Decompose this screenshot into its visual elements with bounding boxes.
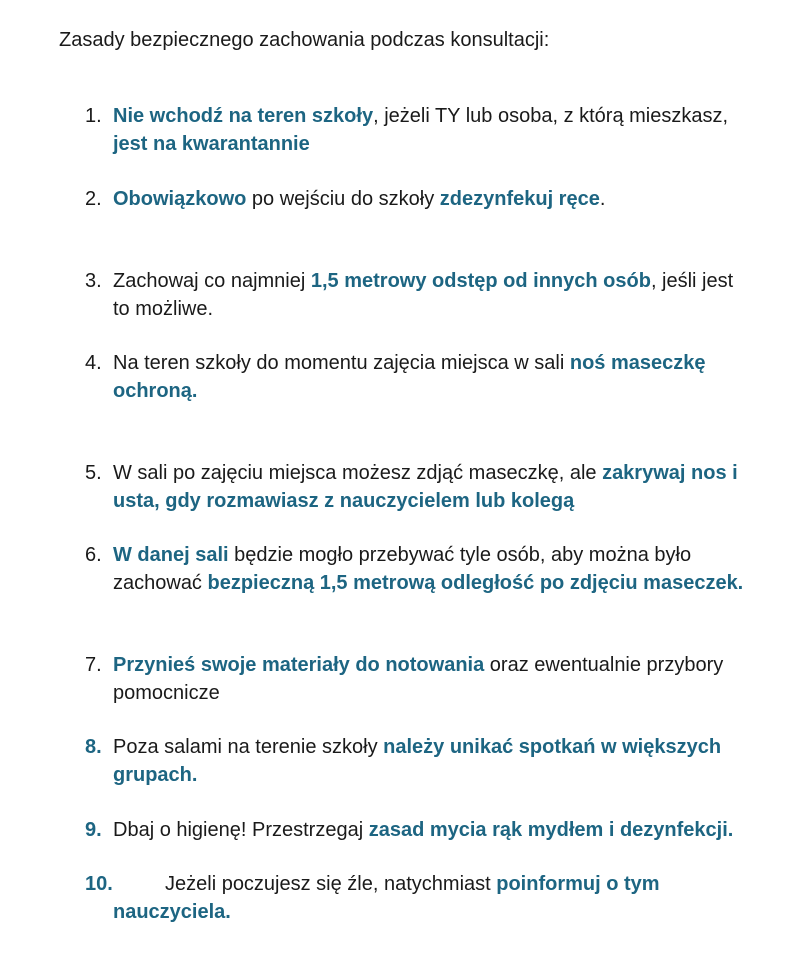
rule-text-highlight: Przynieś swoje materiały do notowania	[113, 654, 485, 676]
rule-text: Zachowaj co najmniej	[113, 270, 311, 292]
rule-text-highlight: 1,5 metrowy odstęp od innych osób	[310, 270, 651, 292]
rule-text: Jeżeli poczujesz się źle, natychmiast	[165, 873, 497, 895]
rule-item-2	[85, 185, 745, 213]
rule-item-3	[85, 267, 745, 323]
rule-number: 1.	[85, 105, 102, 127]
rule-text-highlight: Obowiązkowo	[113, 188, 247, 210]
rule-text: .	[599, 188, 606, 210]
rule-item-5	[85, 459, 745, 515]
rule-number: 10.	[85, 873, 113, 895]
rule-item-10	[85, 870, 745, 926]
rule-number: 9.	[85, 819, 102, 841]
rule-text-highlight: W danej sali	[113, 544, 229, 566]
rule-text: będzie mogło przebywać tyle osób, aby można było zachować	[113, 544, 692, 594]
rule-item-8	[85, 733, 745, 789]
rule-item-9	[85, 816, 745, 844]
rule-number: 7.	[85, 654, 102, 676]
rule-number: 3.	[85, 270, 102, 292]
rule-text-highlight: należy unikać spotkań w większych grupach.	[113, 736, 722, 786]
rule-item-6	[85, 541, 745, 597]
rule-number: 2.	[85, 188, 102, 210]
rule-number: 4.	[85, 352, 102, 374]
rule-text-highlight: bezpieczną 1,5 metrową odległość po zdjęciu maseczek.	[207, 572, 744, 594]
rule-item-7	[85, 651, 745, 707]
rule-text-highlight: Nie wchodź na teren szkoły	[113, 105, 374, 127]
rule-text: oraz ewentualnie przybory pomocnicze	[113, 654, 724, 704]
rule-text: Poza salami na terenie szkoły	[113, 736, 384, 758]
rule-text: Na teren szkoły do momentu zajęcia miejsca w sali	[113, 352, 570, 374]
rule-number: 8.	[85, 736, 102, 758]
rule-text-highlight: zdezynfekuj ręce	[439, 188, 600, 210]
rule-text: , jeżeli TY lub osoba, z którą mieszkasz,	[373, 105, 729, 127]
rule-item-1	[85, 102, 745, 158]
rule-number: 6.	[85, 544, 102, 566]
rule-text: , jeśli jest to możliwe.	[113, 270, 734, 320]
rule-number: 5.	[85, 462, 102, 484]
page-title: Zasady bezpiecznego zachowania podczas konsultacji:	[59, 29, 550, 51]
rule-text-highlight: jest na kwarantannie	[113, 133, 310, 155]
rule-text-highlight: zakrywaj nos i usta, gdy rozmawiasz z nauczycielem lub kolegą	[113, 462, 738, 512]
rule-text: Dbaj o higienę! Przestrzegaj	[113, 819, 369, 841]
rule-text-highlight: poinformuj o tym nauczyciela.	[113, 873, 660, 923]
rule-text: po wejściu do szkoły	[246, 188, 440, 210]
rule-text: W sali po zajęciu miejsca możesz zdjąć maseczkę, ale	[113, 462, 603, 484]
rule-text-highlight: noś maseczkę ochroną.	[113, 352, 706, 402]
rule-text-highlight: zasad mycia rąk mydłem i dezynfekcji.	[368, 819, 734, 841]
rule-item-4	[85, 349, 745, 405]
